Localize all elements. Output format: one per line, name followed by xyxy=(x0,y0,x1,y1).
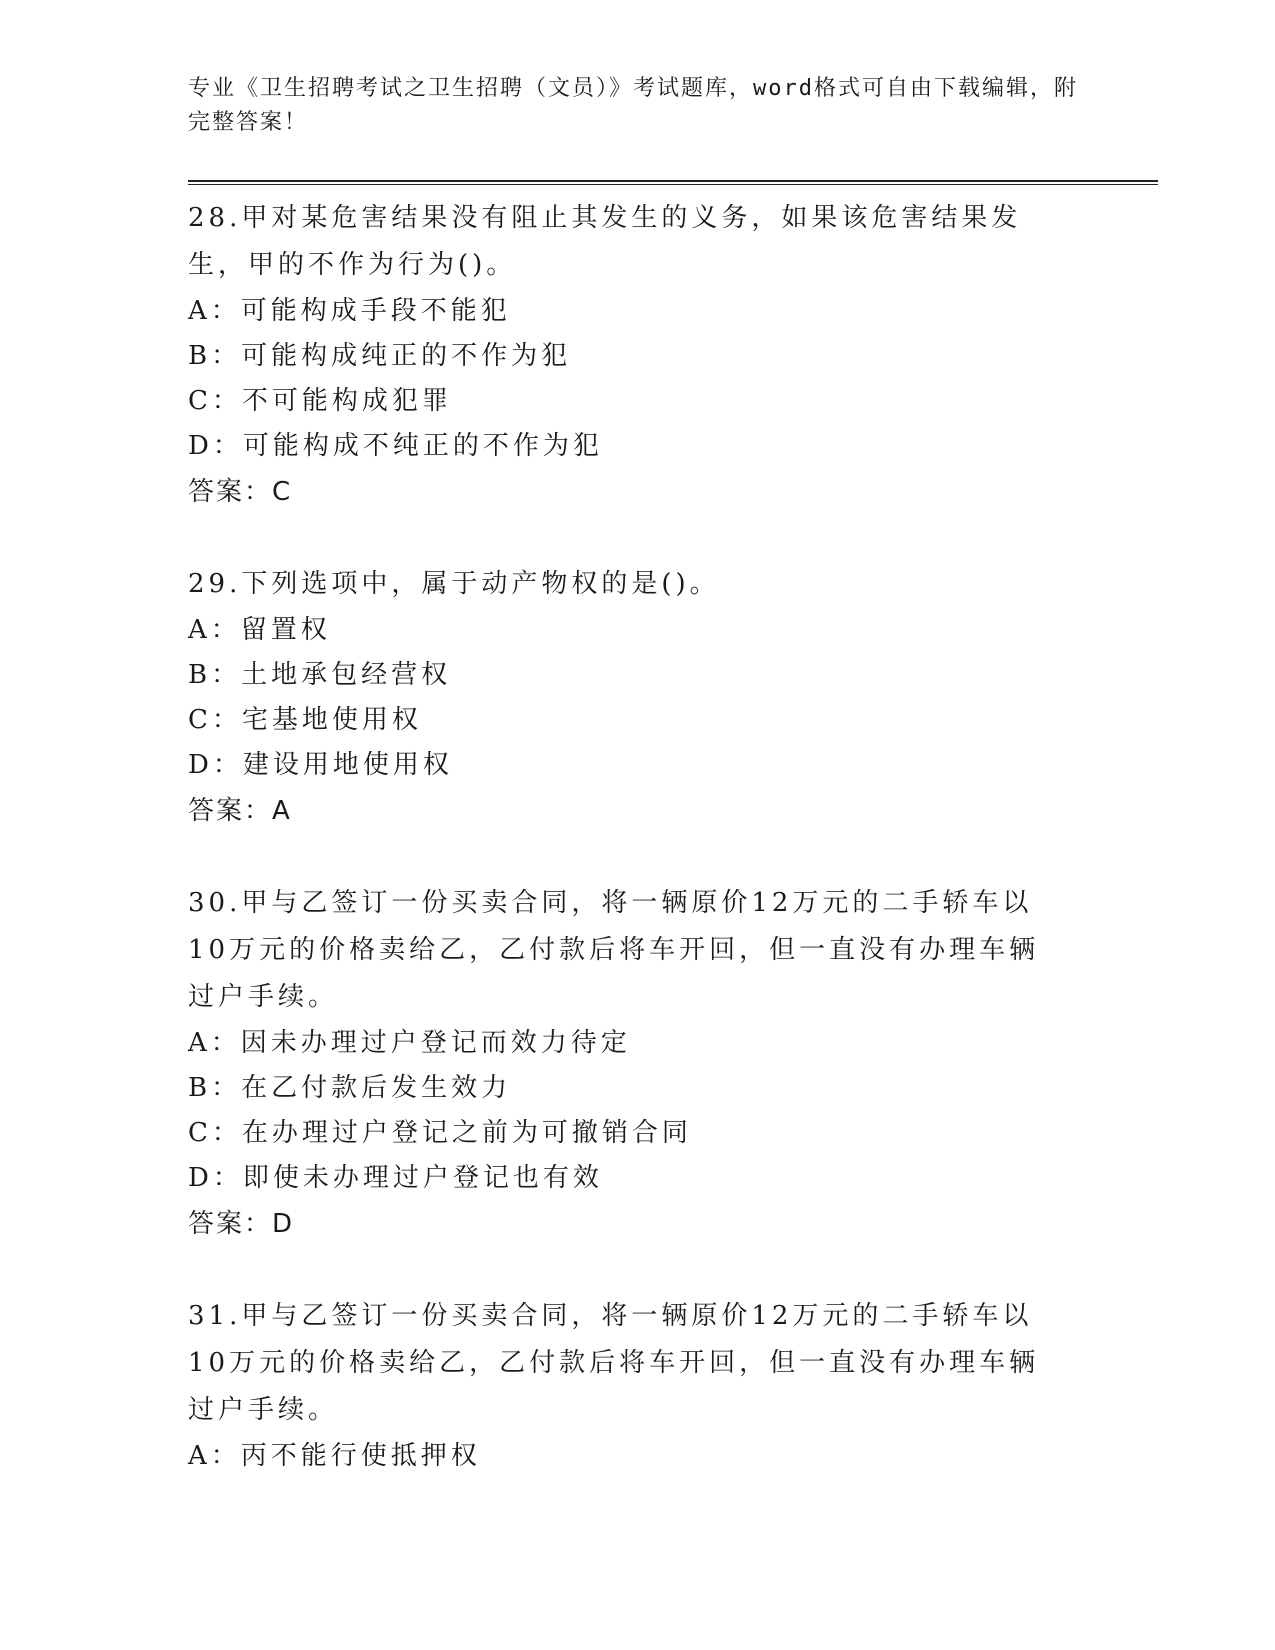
option-c: C：不可能构成犯罪 xyxy=(188,386,452,416)
answer-line: 答案：A xyxy=(188,796,292,826)
question-list xyxy=(188,195,1158,1479)
question-29 xyxy=(188,561,1158,834)
answer-line: 答案：D xyxy=(188,1209,295,1239)
option-b: B：在乙付款后发生效力 xyxy=(188,1073,512,1103)
option-b: B：可能构成纯正的不作为犯 xyxy=(188,341,572,371)
option-a: A：可能构成手段不能犯 xyxy=(188,296,511,326)
question-30 xyxy=(188,880,1158,1247)
option-d: D：可能构成不纯正的不作为犯 xyxy=(188,431,603,461)
question-stem: 28.甲对某危害结果没有阻止其发生的义务，如果该危害结果发生，甲的不作为行为()。 xyxy=(188,203,1022,280)
option-a: A：因未办理过户登记而效力待定 xyxy=(188,1028,631,1058)
option-d: D：建设用地使用权 xyxy=(188,750,453,780)
question-stem: 29.下列选项中，属于动产物权的是()。 xyxy=(188,569,720,599)
question-28 xyxy=(188,195,1158,515)
question-stem: 30.甲与乙签订一份买卖合同，将一辆原价12万元的二手轿车以10万元的价格卖给乙，乙付款后将车开回，但一直没有办理车辆过户手续。 xyxy=(188,888,1040,1012)
document-page xyxy=(188,72,1158,1525)
option-b: B：土地承包经营权 xyxy=(188,660,452,690)
option-c: C：在办理过户登记之前为可撤销合同 xyxy=(188,1118,692,1148)
option-c: C：宅基地使用权 xyxy=(188,705,422,735)
option-a: A：留置权 xyxy=(188,615,331,645)
option-d: D：即使未办理过户登记也有效 xyxy=(188,1163,603,1193)
header-divider xyxy=(188,180,1158,185)
answer-line: 答案：C xyxy=(188,477,293,507)
question-31 xyxy=(188,1293,1158,1479)
question-stem: 31.甲与乙签订一份买卖合同，将一辆原价12万元的二手轿车以10万元的价格卖给乙，乙付款后将车开回，但一直没有办理车辆过户手续。 xyxy=(188,1301,1040,1425)
option-a: A：丙不能行使抵押权 xyxy=(188,1441,481,1471)
document-header: 专业《卫生招聘考试之卫生招聘（文员）》考试题库，word格式可自由下载编辑，附完整答案！ xyxy=(188,76,1078,135)
